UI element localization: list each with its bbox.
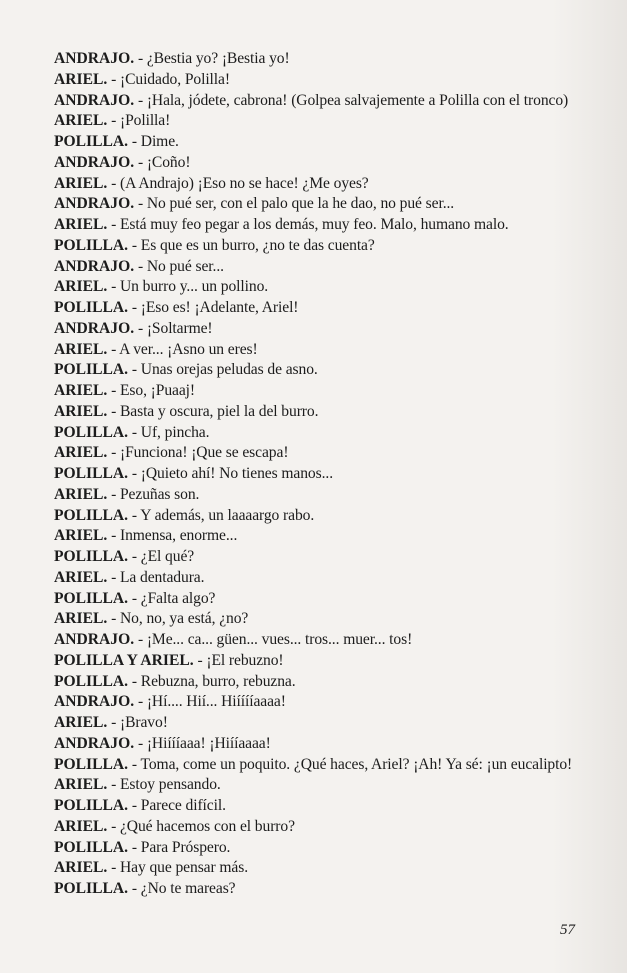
dialogue-line bbox=[54, 423, 614, 444]
speech-text: - Estoy pensando. bbox=[107, 776, 221, 794]
dialogue-line bbox=[54, 111, 614, 132]
dialogue-line bbox=[54, 672, 614, 693]
speaker-name: POLILLA. bbox=[54, 506, 129, 524]
speaker-name: ANDRAJO. bbox=[54, 693, 135, 711]
speaker-name: POLILLA. bbox=[54, 672, 129, 690]
dialogue-line bbox=[54, 319, 614, 340]
speech-text: - Rebuzna, burro, rebuzna. bbox=[128, 672, 296, 690]
speech-text: - Dime. bbox=[128, 133, 179, 150]
speaker-name: ANDRAJO. bbox=[54, 257, 135, 275]
dialogue-line bbox=[54, 236, 614, 257]
dialogue-line bbox=[54, 70, 614, 91]
speech-text: - (A Andrajo) ¡Eso no se hace! ¿Me oyes? bbox=[107, 174, 369, 192]
dialogue-line bbox=[54, 277, 614, 298]
speech-text: - ¡Polilla! bbox=[107, 112, 171, 130]
speaker-name: POLILLA. bbox=[54, 797, 129, 814]
speech-text: - No, no, ya está, ¿no? bbox=[107, 610, 249, 628]
speaker-name: ANDRAJO. bbox=[54, 734, 135, 752]
speaker-name: POLILLA. bbox=[54, 133, 129, 150]
speaker-name: ARIEL. bbox=[54, 527, 108, 545]
speaker-name: ARIEL. bbox=[54, 278, 108, 296]
speech-text: - ¡Hala, jódete, cabrona! (Golpea salvajemente a Polilla con el tronco) bbox=[134, 91, 569, 109]
speaker-name: ARIEL. bbox=[54, 568, 108, 586]
speaker-name: POLILLA. bbox=[54, 838, 129, 856]
speaker-name: POLILLA. bbox=[54, 880, 129, 897]
speaker-name: POLILLA. bbox=[54, 423, 129, 441]
speaker-name: POLILLA. bbox=[54, 755, 129, 773]
dialogue-line bbox=[54, 796, 614, 817]
speech-text: - No pué ser, con el palo que la he dao, no pué ser... bbox=[134, 195, 455, 213]
speech-text: - ¡Me... ca... güen... vues... tros... muer... tos! bbox=[134, 631, 413, 648]
dialogue-line bbox=[54, 879, 614, 900]
dialogue-line bbox=[54, 858, 614, 879]
dialogue-line bbox=[54, 402, 614, 423]
speech-text: - ¡Cuidado, Polilla! bbox=[107, 70, 230, 88]
speech-text: - ¡Soltarme! bbox=[134, 319, 213, 337]
speaker-name: ANDRAJO. bbox=[54, 195, 135, 213]
speech-text: - Basta y oscura, piel la del burro. bbox=[107, 402, 319, 420]
dialogue-line bbox=[54, 692, 614, 713]
dialogue-line bbox=[54, 215, 614, 236]
speech-text: - ¿El qué? bbox=[128, 548, 195, 565]
speech-text: - ¿Bestia yo? ¡Bestia yo! bbox=[134, 50, 290, 67]
dialogue-line bbox=[54, 609, 614, 630]
speaker-name: ARIEL. bbox=[54, 70, 108, 88]
speaker-name: ARIEL. bbox=[54, 817, 108, 835]
speaker-name: ARIEL. bbox=[54, 340, 108, 358]
dialogue-line bbox=[54, 153, 614, 174]
speaker-name: ARIEL. bbox=[54, 610, 108, 628]
dialogue-line bbox=[54, 298, 614, 319]
dialogue-line bbox=[54, 464, 614, 485]
speaker-name: ARIEL. bbox=[54, 714, 108, 731]
speaker-name: POLILLA Y ARIEL. bbox=[54, 651, 194, 669]
speaker-name: ARIEL. bbox=[54, 859, 108, 877]
speaker-name: ARIEL. bbox=[54, 216, 108, 233]
speech-text: - Y además, un laaaargo rabo. bbox=[128, 506, 315, 524]
page-number: 57 bbox=[560, 922, 575, 938]
dialogue-line bbox=[54, 838, 614, 859]
speaker-name: POLILLA. bbox=[54, 589, 129, 607]
speech-text: - Para Próspero. bbox=[128, 838, 231, 856]
speech-text: - ¿Qué hacemos con el burro? bbox=[107, 817, 295, 835]
dialogue-line bbox=[54, 651, 614, 672]
dialogue-line bbox=[54, 174, 614, 195]
speaker-name: ARIEL. bbox=[54, 402, 108, 420]
dialogue-line bbox=[54, 506, 614, 527]
speech-text: - ¿No te mareas? bbox=[128, 880, 236, 897]
speaker-name: ARIEL. bbox=[54, 485, 108, 503]
speech-text: - ¡Bravo! bbox=[107, 714, 168, 731]
speech-text: - Pezuñas son. bbox=[107, 485, 200, 503]
dialogue-line bbox=[54, 340, 614, 361]
dialogue-line bbox=[54, 734, 614, 755]
speech-text: - ¡El rebuzno! bbox=[193, 651, 284, 669]
speech-text: - Hay que pensar más. bbox=[107, 859, 248, 877]
speaker-name: POLILLA. bbox=[54, 236, 129, 254]
speech-text: - Es que es un burro, ¿no te das cuenta? bbox=[128, 236, 375, 254]
dialogue-line bbox=[54, 257, 614, 278]
speech-text: - ¡Coño! bbox=[134, 153, 191, 171]
dialogue-line bbox=[54, 526, 614, 547]
speech-text: - La dentadura. bbox=[107, 568, 205, 586]
dialogue-line bbox=[54, 547, 614, 568]
dialogue-line bbox=[54, 194, 614, 215]
speech-text: - Parece difícil. bbox=[128, 797, 226, 814]
dialogue-line bbox=[54, 755, 614, 776]
dialogue-line bbox=[54, 713, 614, 734]
speaker-name: ARIEL. bbox=[54, 444, 108, 462]
speech-text: - ¡Hí.... Hií... Hiííííaaaa! bbox=[134, 693, 286, 711]
dialogue-line bbox=[54, 49, 614, 70]
speaker-name: ANDRAJO. bbox=[54, 91, 135, 109]
dialogue-line bbox=[54, 443, 614, 464]
dialogue-line bbox=[54, 775, 614, 796]
speaker-name: POLILLA. bbox=[54, 299, 129, 316]
dialogue-block bbox=[54, 49, 614, 900]
speech-text: - Está muy feo pegar a los demás, muy feo. Malo, humano malo. bbox=[107, 216, 509, 233]
dialogue-line bbox=[54, 817, 614, 838]
speech-text: - ¡Eso es! ¡Adelante, Ariel! bbox=[128, 299, 299, 316]
speaker-name: POLILLA. bbox=[54, 465, 129, 482]
speaker-name: POLILLA. bbox=[54, 548, 129, 565]
speech-text: - ¡Hiíííaaa! ¡Hiííaaaa! bbox=[134, 734, 271, 752]
speech-text: - Uf, pincha. bbox=[128, 423, 210, 441]
speech-text: - ¡Quieto ahí! No tienes manos... bbox=[128, 465, 333, 482]
speech-text: - A ver... ¡Asno un eres! bbox=[107, 340, 258, 358]
speaker-name: ANDRAJO. bbox=[54, 319, 135, 337]
dialogue-line bbox=[54, 568, 614, 589]
dialogue-line bbox=[54, 132, 614, 153]
speech-text: - ¿Falta algo? bbox=[128, 589, 216, 607]
speech-text: - No pué ser... bbox=[134, 257, 224, 275]
speech-text: - Inmensa, enorme... bbox=[107, 527, 238, 545]
speaker-name: ARIEL. bbox=[54, 382, 108, 399]
speaker-name: POLILLA. bbox=[54, 361, 129, 379]
speaker-name: ARIEL. bbox=[54, 174, 108, 192]
dialogue-line bbox=[54, 589, 614, 610]
dialogue-line bbox=[54, 360, 614, 381]
speaker-name: ANDRAJO. bbox=[54, 631, 135, 648]
speech-text: - Toma, come un poquito. ¿Qué haces, Ariel? ¡Ah! Ya sé: ¡un eucalipto! bbox=[128, 755, 573, 773]
speaker-name: ANDRAJO. bbox=[54, 50, 135, 67]
speech-text: - ¡Funciona! ¡Que se escapa! bbox=[107, 444, 289, 462]
dialogue-line bbox=[54, 485, 614, 506]
speaker-name: ARIEL. bbox=[54, 776, 108, 794]
dialogue-line bbox=[54, 91, 614, 112]
speech-text: - Eso, ¡Puaaj! bbox=[107, 382, 196, 399]
speech-text: - Unas orejas peludas de asno. bbox=[128, 361, 318, 379]
dialogue-line bbox=[54, 630, 614, 651]
speaker-name: ARIEL. bbox=[54, 112, 108, 130]
speaker-name: ANDRAJO. bbox=[54, 153, 135, 171]
speech-text: - Un burro y... un pollino. bbox=[107, 278, 269, 296]
dialogue-line bbox=[54, 381, 614, 402]
